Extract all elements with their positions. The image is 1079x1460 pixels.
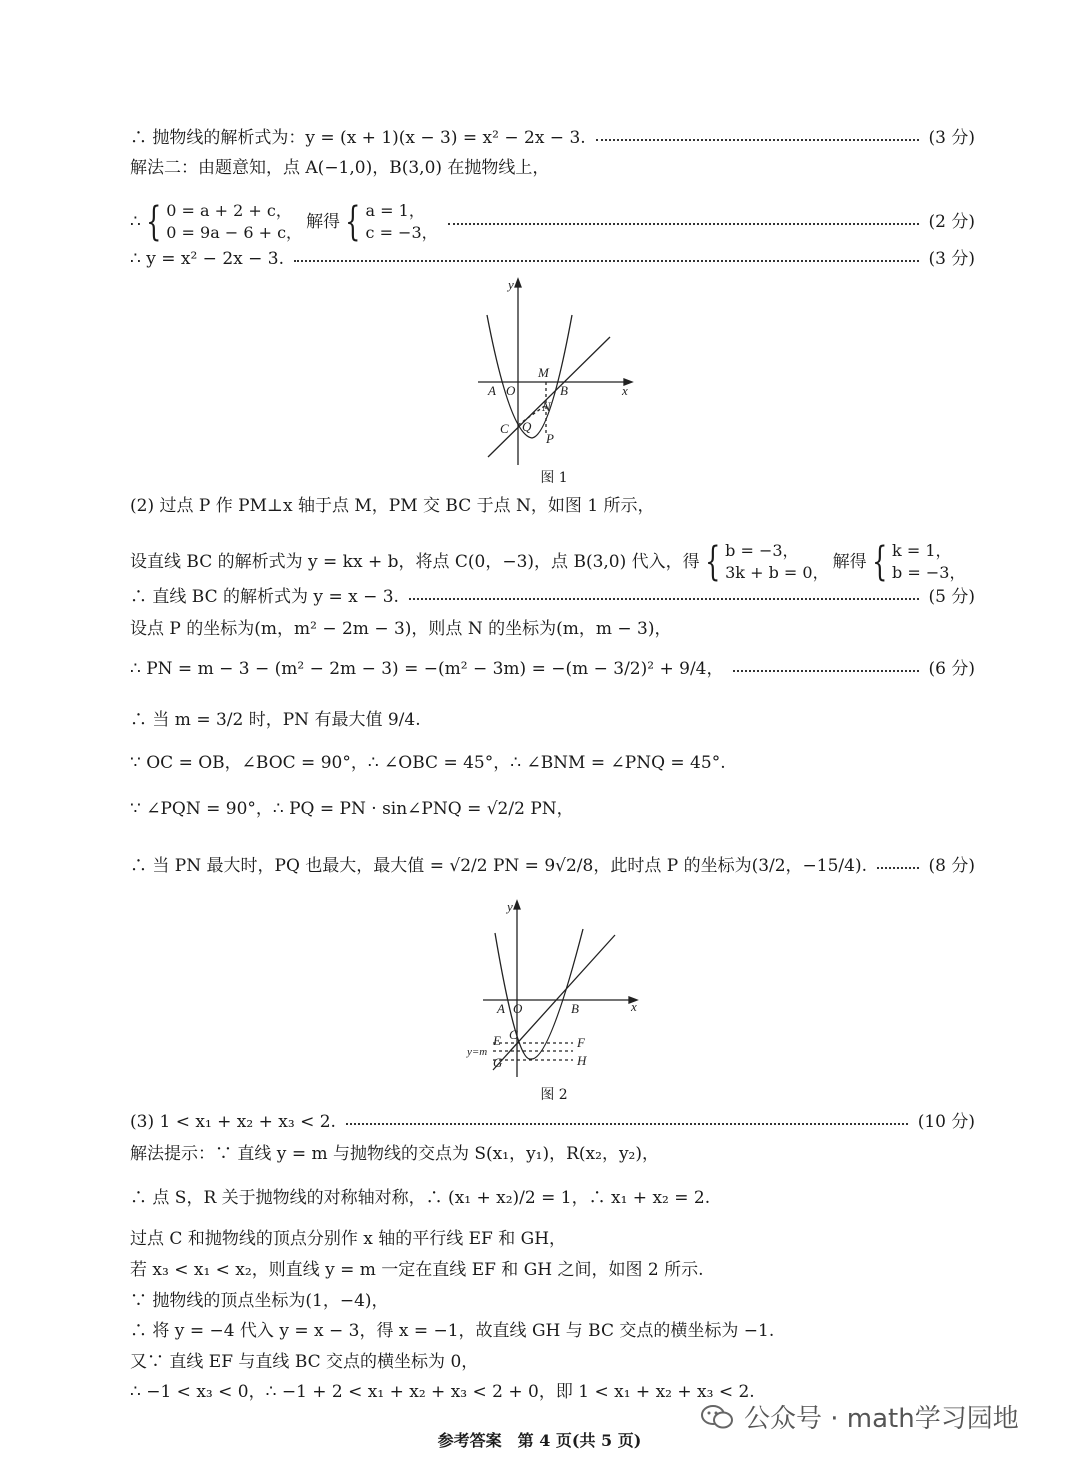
figure-2 — [465, 895, 645, 1080]
answer-line-5: (2) 过点 P 作 PM⊥x 轴于点 M，PM 交 BC 于点 N，如图 1 所示， — [130, 496, 655, 516]
figure-2-caption: 图 2 — [540, 1087, 568, 1103]
y-axis-arrow — [515, 279, 521, 287]
answer-line-19: ∵ 抛物线的顶点坐标为(1，−4)， — [130, 1291, 389, 1311]
answer-line-6: 设直线 BC 的解析式为 y = kx + b，将点 C(0，−3)，点 B(3,0) 代入，得 { b = −3， 3k + b = 0， 解得 { k = 1， b = −3， — [130, 539, 966, 585]
wechat-icon — [700, 1404, 734, 1430]
answer-line-4: ∴ y = x² − 2x − 3. (3 分) — [130, 249, 975, 269]
answer-line-17: 过点 C 和抛物线的顶点分别作 x 轴的平行线 EF 和 GH， — [130, 1229, 567, 1249]
answer-line-18: 若 x₃ < x₁ < x₂，则直线 y = m 一定在直线 EF 和 GH 之间，如图 2 所示. — [130, 1260, 704, 1280]
equation-solution: { a = 1， c = −3， — [345, 199, 438, 245]
watermark-text: 公众号 · math学习园地 — [744, 1404, 1019, 1434]
label-c: C — [509, 1027, 518, 1042]
answer-line-1: ∴ 抛物线的解析式为：y = (x + 1)(x − 3) = x² − 2x − 3. (3 分) — [130, 128, 975, 148]
label-e: E — [493, 1033, 501, 1048]
line-bc — [493, 935, 615, 1070]
figure-1-caption: 图 1 — [540, 470, 568, 486]
label-p: P — [546, 431, 554, 446]
answer-line-7: ∴ 直线 BC 的解析式为 y = x − 3. (5 分) — [130, 587, 975, 607]
answer-line-13: ∴ 当 PN 最大时，PQ 也最大，最大值 = √2/2 PN = 9√2/8，此时点 P 的坐标为(3/2，−15/4). (8 分) — [130, 856, 975, 876]
score-label: (10 分) — [917, 1112, 975, 1132]
answer-line-8: 设点 P 的坐标为(m，m² − 2m − 3)，则点 N 的坐标为(m，m − 3)， — [130, 619, 672, 639]
score-label: (3 分) — [928, 128, 975, 148]
answer-line-3: ∴ { 0 = a + 2 + c， 0 = 9a − 6 + c， 解得 { a = 1， c = −3， (2 分) — [130, 199, 975, 245]
label-m: M — [538, 365, 549, 380]
answer-line-10: ∴ 当 m = 3/2 时，PN 有最大值 9/4. — [130, 710, 421, 730]
score-label: (8 分) — [928, 856, 975, 876]
label-y: y — [507, 899, 513, 914]
answer-line-9: ∴ PN = m − 3 − (m² − 2m − 3) = −(m² − 3m) = −(m − 3/2)² + 9/4， (6 分) — [130, 659, 975, 679]
equation-system: { 0 = a + 2 + c， 0 = 9a − 6 + c， — [145, 199, 303, 245]
label-a: A — [488, 383, 496, 398]
y-axis-arrow — [514, 901, 520, 909]
figure-1 — [470, 275, 640, 470]
page-footer: 参考答案 第 4 页(共 5 页) — [437, 1431, 642, 1450]
score-label: (6 分) — [928, 659, 975, 679]
label-a: A — [497, 1001, 505, 1016]
score-label: (3 分) — [928, 249, 975, 269]
answer-line-11: ∵ OC = OB，∠BOC = 90°，∴ ∠OBC = 45°，∴ ∠BNM = ∠PNQ = 45°. — [130, 753, 726, 773]
label-c: C — [500, 421, 509, 436]
label-n: N — [542, 399, 551, 414]
score-label: (5 分) — [928, 587, 975, 607]
answer-line-2: 解法二：由题意知，点 A(−1,0)，B(3,0) 在抛物线上， — [130, 158, 550, 178]
label-x: x — [631, 999, 637, 1014]
answer-line-20: ∴ 将 y = −4 代入 y = x − 3，得 x = −1，故直线 GH 与 BC 交点的横坐标为 −1. — [130, 1321, 775, 1341]
equation-solution-bc: { k = 1， b = −3， — [871, 539, 966, 585]
label-x: x — [622, 383, 628, 398]
answer-line-21: 又∵ 直线 EF 与直线 BC 交点的横坐标为 0， — [130, 1352, 479, 1372]
label-b: B — [571, 1001, 579, 1016]
answer-line-15: 解法提示：∵ 直线 y = m 与抛物线的交点为 S(x₁，y₁)，R(x₂，y₂)， — [130, 1144, 660, 1164]
label-y-m: y=m — [467, 1046, 488, 1058]
label-o: O — [506, 383, 516, 398]
score-label: (2 分) — [928, 212, 975, 232]
answer-line-16: ∴ 点 S，R 关于抛物线的对称轴对称，∴ (x₁ + x₂)/2 = 1，∴ x₁ + x₂ = 2. — [130, 1188, 711, 1208]
answer-line-22: ∴ −1 < x₃ < 0，∴ −1 + 2 < x₁ + x₂ + x₃ < 2 + 0，即 1 < x₁ + x₂ + x₃ < 2. — [130, 1382, 755, 1402]
answer-line-12: ∵ ∠PQN = 90°，∴ PQ = PN · sin∠PNQ = √2/2 PN， — [130, 799, 574, 819]
equation-system-bc: { b = −3， 3k + b = 0， — [704, 539, 829, 585]
label-b: B — [560, 383, 568, 398]
label-q: Q — [522, 419, 532, 434]
label-g: G — [493, 1055, 503, 1070]
answer-line-14: (3) 1 < x₁ + x₂ + x₃ < 2. (10 分) — [130, 1112, 975, 1132]
label-h: H — [577, 1053, 587, 1068]
label-y: y — [508, 277, 514, 292]
label-f: F — [577, 1035, 585, 1050]
label-o: O — [513, 1001, 523, 1016]
